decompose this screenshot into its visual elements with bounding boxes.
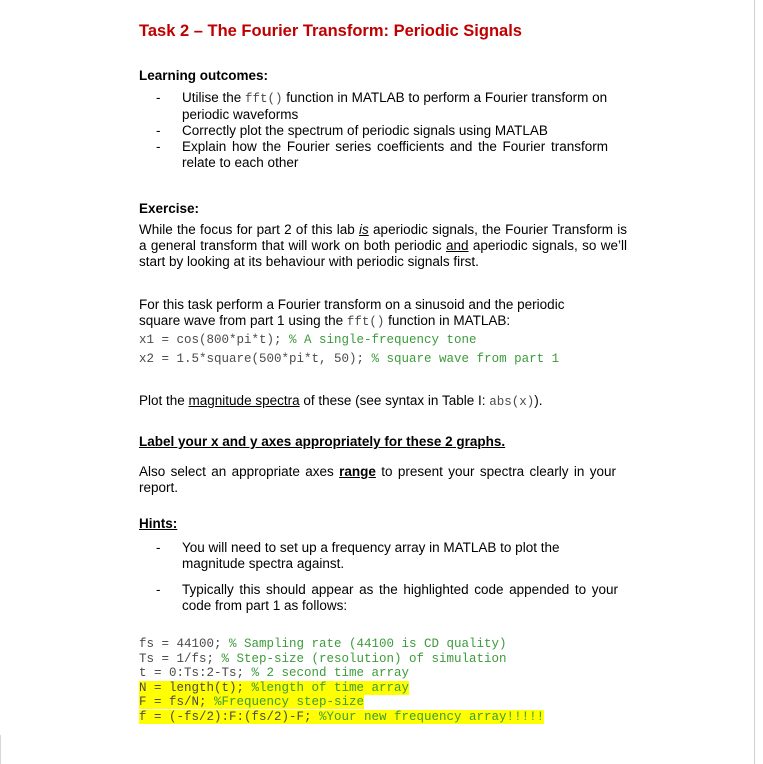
plot-text: of these (see syntax in Table I: [299,393,490,408]
code-comment: % square wave from part 1 [371,352,560,366]
code-comment: % 2 second time array [251,666,410,681]
outcome-fft-code: fft() [245,92,283,106]
learning-outcomes-heading: Learning outcomes: [139,68,269,83]
outcome-text-post: function in MATLAB to perform a Fourier transform on periodic waveforms [182,90,608,122]
code-line-x1 [139,333,477,347]
plot-instruction [139,393,542,410]
code-text: Ts = 1/fs; [139,651,222,666]
outcome-text-pre: Utilise the [182,90,246,105]
page-edge-left [0,735,1,764]
plot-text: ). [534,393,543,408]
code-text: f = (-fs/2):F:(fs/2)-F; [139,709,320,724]
outcome-text: Correctly plot the spectrum of periodic signals using MATLAB [182,123,548,138]
code-comment: % A single-frequency tone [289,333,477,347]
bullet-dash: - [156,123,161,138]
emphasis-is: is [359,222,369,237]
code-text: x1 = cos(800*pi*t); [139,333,290,347]
code-text: t = 0:Ts:2-Ts; [139,666,252,681]
bullet-dash: - [156,582,161,597]
code-text: x2 = 1.5*square(500*pi*t, 50); [139,352,372,366]
range-text: to present your spectra clearly in your report. [139,464,616,495]
range-emphasis: range [339,464,376,479]
hint-item [156,582,618,614]
learning-outcome-item [156,123,616,139]
abs-code: abs(x) [489,395,535,409]
code-line-highlighted [139,710,544,725]
task-text: function in MATLAB: [384,313,511,328]
code-comment: %Your new frequency array!!!!! [319,709,545,724]
exercise-text: aperiodic signals, the Fourier Transform is a general transform that will work on both periodic [139,222,627,253]
plot-text: Plot the [139,393,189,408]
exercise-text: aperiodic signals, so we’ll start by looking at its behaviour with periodic signals first. [139,238,628,269]
emphasis-and: and [446,238,469,253]
code-line [139,666,544,681]
code-comment: %length of time array [251,680,410,695]
code-comment: % Sampling rate (44100 is CD quality) [229,637,507,651]
exercise-text: While the focus for part 2 of this lab [139,222,360,237]
code-comment: %Frequency step-size [214,695,365,710]
code-line [139,652,544,667]
code-line [139,637,544,652]
code-text: F = fs/N; [139,695,215,710]
task-description-line2 [139,313,510,330]
code-line-highlighted [139,681,544,696]
hint-text: Typically this should appear as the highlighted code appended to your code from part 1 as follows: [182,582,618,613]
fft-code: fft() [346,315,385,329]
code-line-highlighted [139,695,544,710]
exercise-intro-paragraph [139,222,627,270]
learning-outcome-item [156,139,608,171]
hint-text: You will need to set up a frequency array in MATLAB to plot the magnitude spectra against. [182,540,560,571]
task-text: square wave from part 1 using the [139,313,347,328]
label-axes-instruction: Label your x and y axes appropriately for these 2 graphs. [139,434,506,449]
code-line-x2 [139,352,559,366]
bullet-dash: - [156,90,161,105]
hints-heading: Hints: [139,516,178,531]
outcome-text: Explain how the Fourier series coefficients and the Fourier transform relate to each other [182,139,608,170]
page-edge-right [754,0,755,764]
learning-outcome-item [156,90,616,123]
hint-item [156,540,602,572]
task-description-line1: For this task perform a Fourier transform on a sinusoid and the periodic [139,297,565,312]
code-text: N = length(t); [139,680,252,695]
code-comment: % Step-size (resolution) of simulation [221,651,507,666]
range-text: Also select an appropriate axes [139,464,340,479]
bullet-dash: - [156,540,161,555]
axes-range-instruction [139,464,616,496]
learning-outcomes-list [156,90,616,171]
code-text: fs = 44100; [139,637,230,651]
bullet-dash: - [156,139,161,154]
exercise-heading: Exercise: [139,201,200,216]
magnitude-spectra-text: magnitude spectra [188,393,300,408]
matlab-code-block [139,637,544,725]
hints-list [156,540,616,614]
page-title: Task 2 – The Fourier Transform: Periodic Signals [139,22,522,40]
